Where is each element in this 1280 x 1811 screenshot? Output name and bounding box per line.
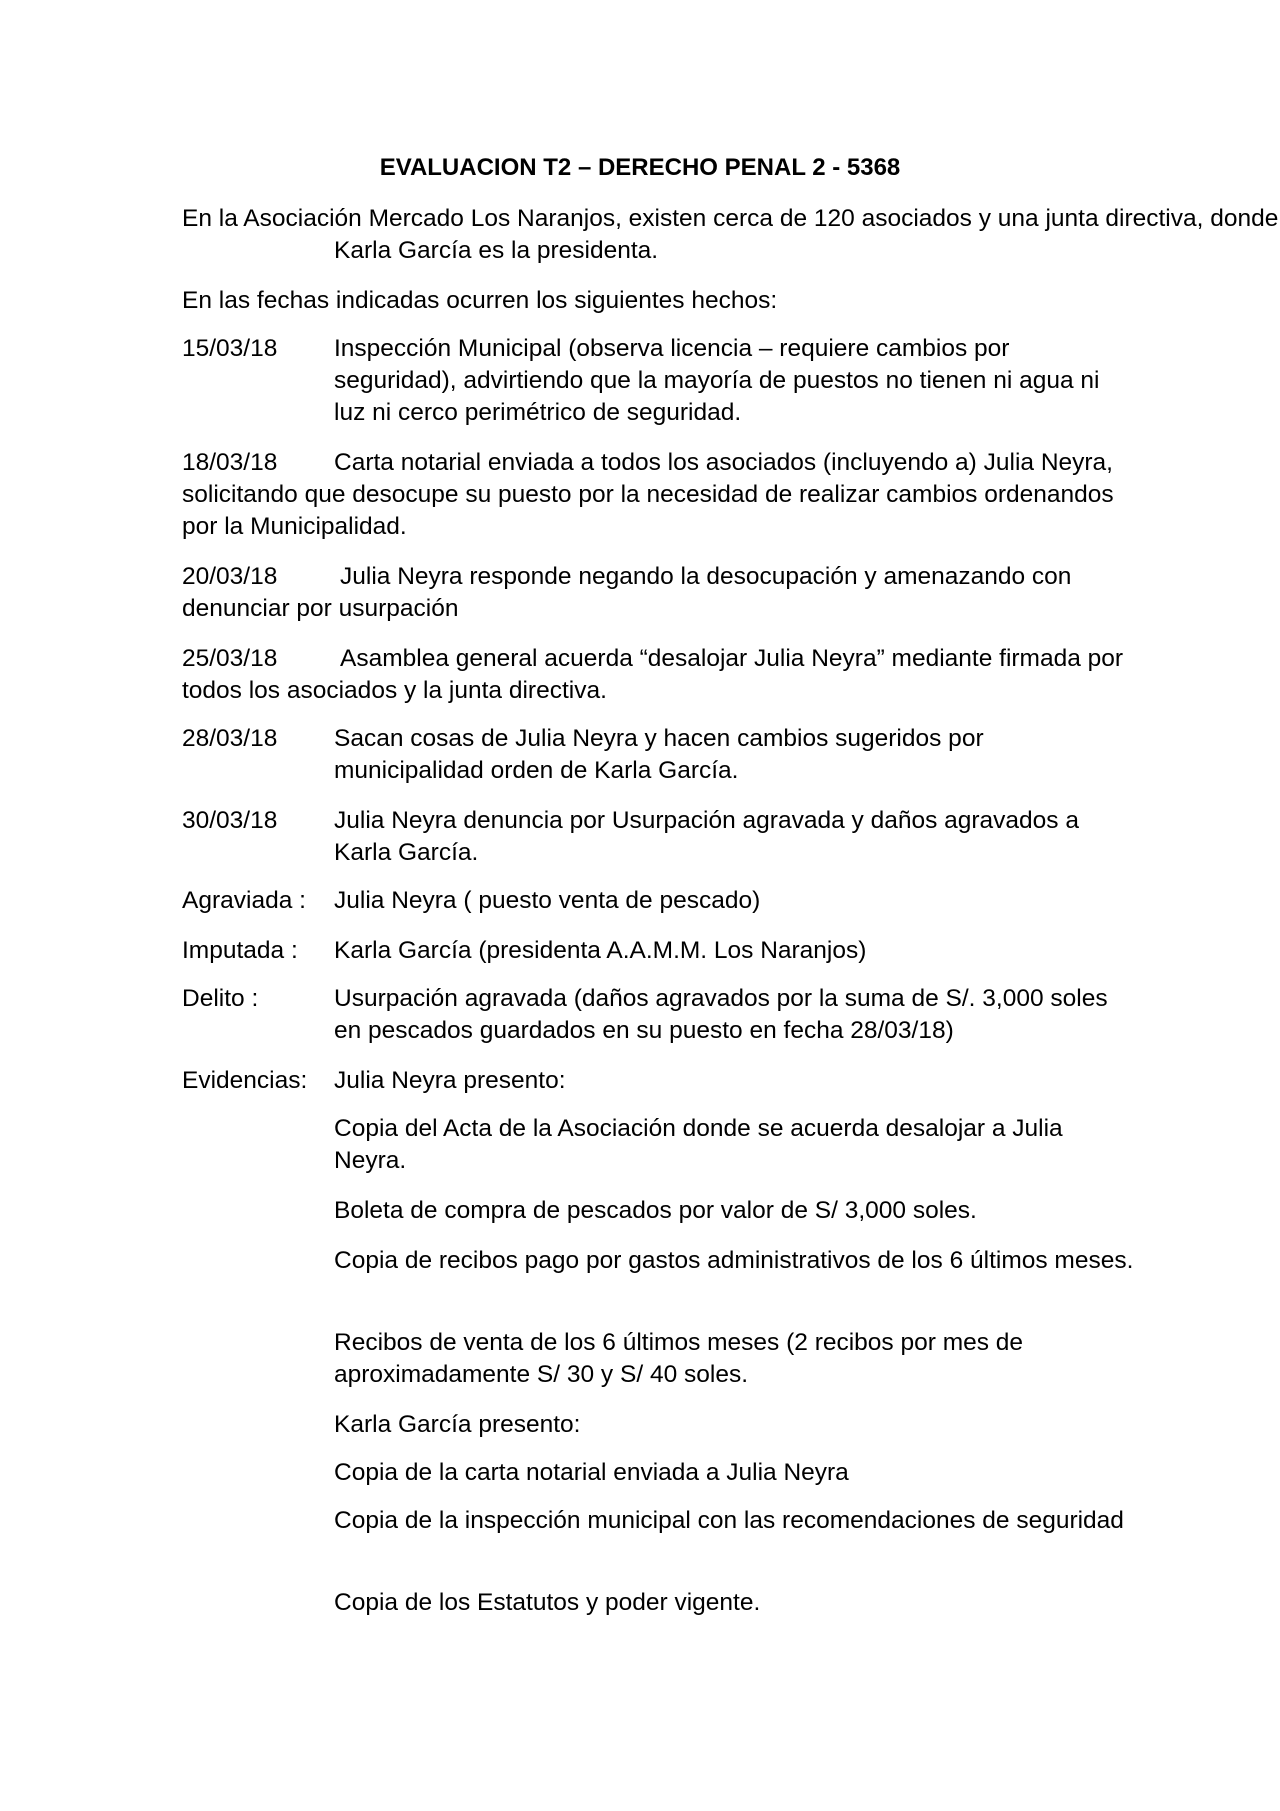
imputada-label: Imputada :: [182, 937, 298, 964]
agraviada-label: Agraviada :: [182, 887, 306, 914]
agraviada-value: Julia Neyra ( puesto venta de pescado): [334, 887, 761, 914]
evidence-item: Copia de recibos pago por gastos administrativos de los 6 últimos meses.: [334, 1247, 1134, 1274]
evidence-item: Recibos de venta de los 6 últimos meses (2 recibos por mes de aproximadamente S/ 30 y S/ 40 soles.: [334, 1329, 1024, 1388]
imputada-value: Karla García (presidenta A.A.M.M. Los Naranjos): [334, 937, 867, 964]
evidence-item: Copia de los Estatutos y poder vigente.: [334, 1589, 761, 1616]
event-date: 15/03/18: [182, 335, 278, 362]
evidence-item: Copia del Acta de la Asociación donde se acuerda desalojar a Julia Neyra.: [334, 1115, 1063, 1174]
event-row: [182, 447, 1132, 543]
delito-label: Delito :: [182, 985, 259, 1012]
delito-value: Usurpación agravada (daños agravados por la suma de S/. 3,000 soles en pescados guardados en su puesto en fecha 28/03/18): [334, 985, 1108, 1044]
document-title: EVALUACION T2 – DERECHO PENAL 2 - 5368: [379, 154, 901, 181]
event-date: 30/03/18: [182, 807, 278, 834]
evidence-item: Boleta de compra de pescados por valor de S/ 3,000 soles.: [334, 1197, 977, 1224]
event-date: 25/03/18: [182, 645, 278, 672]
facts-intro: En las fechas indicadas ocurren los siguientes hechos:: [182, 287, 778, 314]
evidence-item: Copia de la carta notarial enviada a Julia Neyra: [334, 1459, 849, 1486]
event-date: 18/03/18: [182, 449, 278, 476]
evidence-item: Copia de la inspección municipal con las recomendaciones de seguridad: [334, 1507, 1124, 1534]
intro-paragraph: En la Asociación Mercado Los Naranjos, existen cerca de 120 asociados y una junta directiva, donde Karla García es la presidenta.: [182, 205, 1279, 264]
julia-evidence-header: Julia Neyra presento:: [334, 1067, 566, 1094]
karla-evidence-header: Karla García presento:: [334, 1411, 581, 1438]
event-date: 20/03/18: [182, 563, 278, 590]
event-text: Sacan cosas de Julia Neyra y hacen cambios sugeridos por municipalidad orden de Karla García.: [334, 725, 984, 784]
evidencias-label: Evidencias:: [182, 1067, 308, 1094]
event-text: Carta notarial enviada a todos los asociados (incluyendo a) Julia Neyra, solicitando que desocupe su puesto por la necesidad de realizar cambios ordenandos por la Municipalidad.: [182, 449, 1114, 540]
event-date: 28/03/18: [182, 725, 278, 752]
event-row: [182, 643, 1132, 707]
event-text: Asamblea general acuerda “desalojar Julia Neyra” mediante firmada por todos los asociados y la junta directiva.: [182, 645, 1124, 704]
event-text: Julia Neyra responde negando la desocupación y amenazando con denunciar por usurpación: [182, 563, 1072, 622]
event-row: [182, 561, 1132, 625]
event-text: Julia Neyra denuncia por Usurpación agravada y daños agravados a Karla García.: [334, 807, 1079, 866]
event-text: Inspección Municipal (observa licencia – requiere cambios por seguridad), advirtiendo que la mayoría de puestos no tienen ni agua ni luz ni cerco perimétrico de seguridad.: [334, 335, 1100, 426]
